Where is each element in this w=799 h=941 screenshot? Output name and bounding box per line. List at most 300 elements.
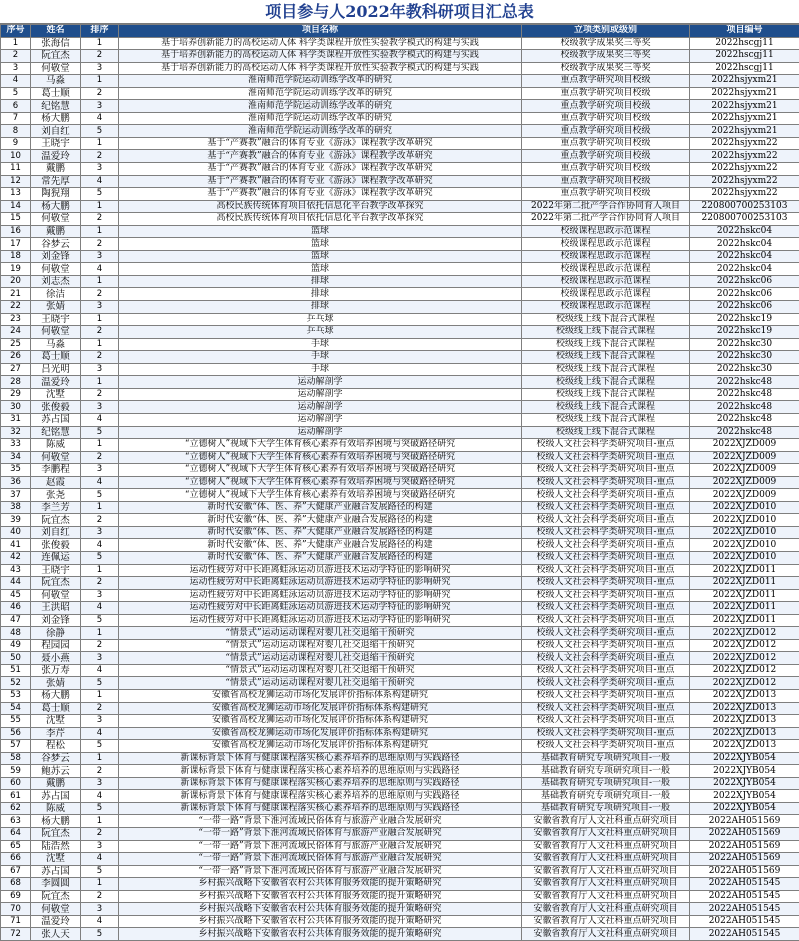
cell-project: 高校民族传统体育项目依托信息化平台教学改革探究 — [119, 200, 522, 213]
cell-index: 15 — [1, 213, 31, 226]
cell-order: 1 — [81, 37, 119, 50]
cell-name: 刘志杰 — [31, 275, 81, 288]
cell-name: 张俊毅 — [31, 401, 81, 414]
cell-code: 2022XJYB054 — [690, 802, 799, 815]
cell-category: 校级课程思政示范课程 — [522, 250, 690, 263]
cell-category: 校级人文社会科学类研究项目-重点 — [522, 702, 690, 715]
table-row — [1, 62, 799, 75]
cell-category: 校级线上线下混合式课程 — [522, 426, 690, 439]
table-row — [1, 664, 799, 677]
cell-order: 1 — [81, 689, 119, 702]
cell-project: 基于培养创新能力的高校运动人体 科学类课程开放性实验教学模式的构建与实践 — [119, 50, 522, 63]
table-row — [1, 250, 799, 263]
table-row — [1, 564, 799, 577]
cell-project: “一带一路”背景下淮河流域民俗体育与旅游产业融合发展研究 — [119, 853, 522, 866]
cell-index: 2 — [1, 50, 31, 63]
cell-code: 2022hscgj11 — [690, 62, 799, 75]
cell-project: 新课标背景下体育与健康课程落实核心素养培养的思维原则与实践路径 — [119, 752, 522, 765]
cell-project: 乡村振兴战略下安徽省农村公共体育服务效能的提升策略研究 — [119, 903, 522, 916]
cell-name: 王洪昭 — [31, 602, 81, 615]
cell-order: 2 — [81, 388, 119, 401]
cell-project: 淮南师范学院运动训练学改革的研究 — [119, 100, 522, 113]
table-row — [1, 163, 799, 176]
cell-name: 刘金锋 — [31, 250, 81, 263]
cell-project: “立德树人”视域下大学生体育核心素养有效培养困境与突破路径研究 — [119, 451, 522, 464]
cell-name: 张婧 — [31, 677, 81, 690]
cell-code: 2022hsjyxm22 — [690, 188, 799, 201]
cell-code: 2022AH051545 — [690, 915, 799, 928]
cell-category: 校级线上线下混合式课程 — [522, 388, 690, 401]
cell-order: 5 — [81, 551, 119, 564]
cell-name: 聂小燕 — [31, 652, 81, 665]
cell-order: 4 — [81, 263, 119, 276]
cell-order: 3 — [81, 715, 119, 728]
cell-name: 葛士顺 — [31, 351, 81, 364]
cell-name: 李兰芳 — [31, 501, 81, 514]
cell-project: 淮南师范学院运动训练学改革的研究 — [119, 125, 522, 138]
table-row — [1, 627, 799, 640]
cell-index: 54 — [1, 702, 31, 715]
cell-category: 校级课程思政示范课程 — [522, 225, 690, 238]
cell-project: 淮南师范学院运动训练学改革的研究 — [119, 87, 522, 100]
cell-name: 苏占国 — [31, 413, 81, 426]
table-row — [1, 853, 799, 866]
cell-order: 2 — [81, 639, 119, 652]
cell-index: 64 — [1, 828, 31, 841]
cell-index: 51 — [1, 664, 31, 677]
cell-index: 8 — [1, 125, 31, 138]
cell-code: 220800700253103 — [690, 200, 799, 213]
cell-project: “立德树人”视域下大学生体育核心素养有效培养困境与突破路径研究 — [119, 464, 522, 477]
cell-category: 重点教学研究项目校级 — [522, 188, 690, 201]
cell-category: 安徽省教育厅人文社科重点研究项目 — [522, 890, 690, 903]
cell-code: 2022XJZD009 — [690, 476, 799, 489]
cell-project: 排球 — [119, 288, 522, 301]
cell-code: 2022XJZD012 — [690, 677, 799, 690]
cell-project: “立德树人”视域下大学生体育核心素养有效培养困境与突破路径研究 — [119, 476, 522, 489]
summary-table — [0, 24, 799, 941]
cell-name: 苏占国 — [31, 865, 81, 878]
table-row — [1, 715, 799, 728]
cell-code: 2022hsjyxm21 — [690, 112, 799, 125]
cell-name: 沈墅 — [31, 853, 81, 866]
table-row — [1, 376, 799, 389]
cell-code: 220800700253103 — [690, 213, 799, 226]
cell-code: 2022hskc30 — [690, 363, 799, 376]
cell-project: 篮球 — [119, 263, 522, 276]
cell-order: 2 — [81, 514, 119, 527]
cell-category: 安徽省教育厅人文社科重点研究项目 — [522, 915, 690, 928]
table-row — [1, 802, 799, 815]
cell-project: 新课标背景下体育与健康课程落实核心素养培养的思维原则与实践路径 — [119, 777, 522, 790]
cell-project: “一带一路”背景下淮河流域民俗体育与旅游产业融合发展研究 — [119, 815, 522, 828]
cell-category: 校级人文社会科学类研究项目-重点 — [522, 727, 690, 740]
table-row — [1, 777, 799, 790]
cell-index: 72 — [1, 928, 31, 941]
cell-order: 1 — [81, 313, 119, 326]
cell-name: 温爱玲 — [31, 915, 81, 928]
cell-code: 2022XJZD012 — [690, 652, 799, 665]
cell-name: 赵霞 — [31, 476, 81, 489]
cell-index: 16 — [1, 225, 31, 238]
cell-name: 何敬堂 — [31, 326, 81, 339]
cell-index: 39 — [1, 514, 31, 527]
cell-order: 3 — [81, 62, 119, 75]
cell-order: 5 — [81, 614, 119, 627]
cell-code: 2022XJZD013 — [690, 740, 799, 753]
cell-name: 张海信 — [31, 37, 81, 50]
cell-order: 1 — [81, 338, 119, 351]
cell-index: 34 — [1, 451, 31, 464]
table-row — [1, 301, 799, 314]
cell-category: 校级教学成果奖三等奖 — [522, 62, 690, 75]
cell-order: 2 — [81, 238, 119, 251]
cell-category: 校级人文社会科学类研究项目-重点 — [522, 489, 690, 502]
cell-code: 2022XJZD013 — [690, 727, 799, 740]
cell-project: 乡村振兴战略下安徽省农村公共体育服务效能的提升策略研究 — [119, 915, 522, 928]
cell-name: 张俊毅 — [31, 539, 81, 552]
table-row — [1, 526, 799, 539]
cell-category: 校级人文社会科学类研究项目-重点 — [522, 652, 690, 665]
cell-code: 2022XJZD010 — [690, 501, 799, 514]
table-row — [1, 200, 799, 213]
cell-code: 2022XJYB054 — [690, 765, 799, 778]
cell-category: 重点教学研究项目校级 — [522, 150, 690, 163]
cell-order: 4 — [81, 539, 119, 552]
cell-order: 3 — [81, 652, 119, 665]
table-row — [1, 727, 799, 740]
table-row — [1, 125, 799, 138]
cell-index: 14 — [1, 200, 31, 213]
cell-name: 常先厚 — [31, 175, 81, 188]
cell-index: 36 — [1, 476, 31, 489]
cell-category: 校级人文社会科学类研究项目-重点 — [522, 476, 690, 489]
cell-category: 2022年第二批产学合作协同育人项目 — [522, 200, 690, 213]
cell-category: 重点教学研究项目校级 — [522, 175, 690, 188]
cell-project: 安徽省高校龙狮运动市场化发展评价指标体系构建研究 — [119, 689, 522, 702]
cell-name: 戴鹏 — [31, 777, 81, 790]
cell-category: 校级人文社会科学类研究项目-重点 — [522, 664, 690, 677]
cell-project: “一带一路”背景下淮河流域民俗体育与旅游产业融合发展研究 — [119, 840, 522, 853]
cell-order: 2 — [81, 702, 119, 715]
header-row — [1, 25, 799, 38]
cell-name: 陈威 — [31, 439, 81, 452]
table-row — [1, 790, 799, 803]
cell-category: 校级人文社会科学类研究项目-重点 — [522, 639, 690, 652]
cell-project: 基于“产赛教”融合的体育专业《游泳》课程教学改革研究 — [119, 188, 522, 201]
cell-code: 2022AH051569 — [690, 865, 799, 878]
cell-category: 安徽省教育厅人文社科重点研究项目 — [522, 840, 690, 853]
cell-index: 60 — [1, 777, 31, 790]
cell-name: 刘金锋 — [31, 614, 81, 627]
cell-order: 5 — [81, 865, 119, 878]
cell-category: 校级人文社会科学类研究项目-重点 — [522, 551, 690, 564]
table-row — [1, 100, 799, 113]
cell-category: 安徽省教育厅人文社科重点研究项目 — [522, 903, 690, 916]
cell-code: 2022XJZD011 — [690, 589, 799, 602]
cell-category: 重点教学研究项目校级 — [522, 112, 690, 125]
cell-code: 2022hskc04 — [690, 250, 799, 263]
cell-category: 校级人文社会科学类研究项目-重点 — [522, 627, 690, 640]
cell-index: 53 — [1, 689, 31, 702]
cell-name: 阮宜杰 — [31, 50, 81, 63]
cell-category: 校级人文社会科学类研究项目-重点 — [522, 602, 690, 615]
cell-category: 校级线上线下混合式课程 — [522, 338, 690, 351]
table-row — [1, 426, 799, 439]
cell-project: 运动性疲劳对中长距离蛙泳运动员游进技术运动学特征的影响研究 — [119, 564, 522, 577]
cell-name: 程园园 — [31, 639, 81, 652]
table-row — [1, 501, 799, 514]
cell-index: 32 — [1, 426, 31, 439]
cell-code: 2022hskc48 — [690, 413, 799, 426]
table-row — [1, 275, 799, 288]
cell-category: 基础教育研究专项研究项目-一般 — [522, 765, 690, 778]
cell-project: “立德树人”视域下大学生体育核心素养有效培养困境与突破路径研究 — [119, 489, 522, 502]
cell-code: 2022AH051545 — [690, 890, 799, 903]
cell-code: 2022hskc48 — [690, 376, 799, 389]
cell-name: 张人天 — [31, 928, 81, 941]
cell-order: 3 — [81, 401, 119, 414]
cell-category: 2022年第二批产学合作协同育人项目 — [522, 213, 690, 226]
cell-name: 沈墅 — [31, 715, 81, 728]
cell-index: 5 — [1, 87, 31, 100]
cell-index: 70 — [1, 903, 31, 916]
cell-index: 21 — [1, 288, 31, 301]
table-row — [1, 288, 799, 301]
table-row — [1, 489, 799, 502]
cell-index: 47 — [1, 614, 31, 627]
cell-project: “一带一路”背景下淮河流域民俗体育与旅游产业融合发展研究 — [119, 865, 522, 878]
cell-order: 2 — [81, 351, 119, 364]
cell-name: 纪铭慧 — [31, 426, 81, 439]
cell-category: 校级线上线下混合式课程 — [522, 401, 690, 414]
col-header-project: 项目名称 — [119, 25, 522, 38]
cell-category: 校级人文社会科学类研究项目-重点 — [522, 740, 690, 753]
cell-category: 安徽省教育厅人文社科重点研究项目 — [522, 865, 690, 878]
cell-category: 校级人文社会科学类研究项目-重点 — [522, 677, 690, 690]
cell-code: 2022XJZD009 — [690, 451, 799, 464]
table-row — [1, 614, 799, 627]
cell-category: 校级线上线下混合式课程 — [522, 376, 690, 389]
cell-order: 1 — [81, 627, 119, 640]
cell-index: 41 — [1, 539, 31, 552]
cell-order: 3 — [81, 464, 119, 477]
cell-order: 5 — [81, 125, 119, 138]
cell-order: 5 — [81, 802, 119, 815]
cell-project: 新课标背景下体育与健康课程落实核心素养培养的思维原则与实践路径 — [119, 790, 522, 803]
cell-name: 张婧 — [31, 301, 81, 314]
cell-name: 杨大鹏 — [31, 689, 81, 702]
cell-name: 张尧 — [31, 489, 81, 502]
cell-project: “情景式”运动运动课程对婴儿社交退缩干预研究 — [119, 639, 522, 652]
cell-name: 马淼 — [31, 338, 81, 351]
cell-project: “情景式”运动运动课程对婴儿社交退缩干预研究 — [119, 652, 522, 665]
col-header-order: 排序 — [81, 25, 119, 38]
table-row — [1, 313, 799, 326]
table-row — [1, 476, 799, 489]
cell-category: 安徽省教育厅人文社科重点研究项目 — [522, 815, 690, 828]
cell-project: 安徽省高校龙狮运动市场化发展评价指标体系构建研究 — [119, 702, 522, 715]
cell-code: 2022XJYB054 — [690, 777, 799, 790]
cell-order: 1 — [81, 564, 119, 577]
cell-name: 苏占国 — [31, 790, 81, 803]
cell-category: 校级线上线下混合式课程 — [522, 326, 690, 339]
cell-code: 2022hsjyxm22 — [690, 137, 799, 150]
table-row — [1, 539, 799, 552]
cell-order: 1 — [81, 275, 119, 288]
cell-project: 新时代安徽“体、医、养”大健康产业融合发展路径的构建 — [119, 551, 522, 564]
cell-project: 乒乓球 — [119, 326, 522, 339]
cell-project: 安徽省高校龙狮运动市场化发展评价指标体系构建研究 — [119, 740, 522, 753]
cell-project: 基于“产赛教”融合的体育专业《游泳》课程教学改革研究 — [119, 137, 522, 150]
cell-name: 纪铭慧 — [31, 100, 81, 113]
cell-category: 校级人文社会科学类研究项目-重点 — [522, 451, 690, 464]
cell-order: 2 — [81, 288, 119, 301]
table-row — [1, 602, 799, 615]
cell-code: 2022hsjyxm21 — [690, 87, 799, 100]
cell-category: 安徽省教育厅人文社科重点研究项目 — [522, 928, 690, 941]
cell-order: 3 — [81, 526, 119, 539]
cell-order: 2 — [81, 87, 119, 100]
table-row — [1, 175, 799, 188]
cell-index: 12 — [1, 175, 31, 188]
cell-index: 26 — [1, 351, 31, 364]
cell-category: 校级课程思政示范课程 — [522, 301, 690, 314]
cell-order: 1 — [81, 752, 119, 765]
cell-category: 校级教学成果奖三等奖 — [522, 50, 690, 63]
cell-project: 基于培养创新能力的高校运动人体 科学类课程开放性实验教学模式的构建与实践 — [119, 62, 522, 75]
cell-index: 65 — [1, 840, 31, 853]
cell-name: 葛士顺 — [31, 87, 81, 100]
cell-code: 2022hsjyxm21 — [690, 100, 799, 113]
cell-order: 3 — [81, 903, 119, 916]
cell-index: 38 — [1, 501, 31, 514]
cell-category: 校级线上线下混合式课程 — [522, 413, 690, 426]
table-row — [1, 865, 799, 878]
table-row — [1, 903, 799, 916]
cell-index: 29 — [1, 388, 31, 401]
table-row — [1, 589, 799, 602]
table-row — [1, 439, 799, 452]
cell-project: “情景式”运动运动课程对婴儿社交退缩干预研究 — [119, 664, 522, 677]
cell-name: 王晓宇 — [31, 313, 81, 326]
cell-name: 马淼 — [31, 75, 81, 88]
cell-order: 4 — [81, 602, 119, 615]
cell-name: 温爱玲 — [31, 376, 81, 389]
cell-code: 2022hskc30 — [690, 338, 799, 351]
cell-index: 20 — [1, 275, 31, 288]
cell-order: 4 — [81, 790, 119, 803]
cell-name: 王晓宇 — [31, 564, 81, 577]
cell-index: 44 — [1, 577, 31, 590]
cell-index: 1 — [1, 37, 31, 50]
cell-order: 1 — [81, 878, 119, 891]
cell-name: 刘自红 — [31, 526, 81, 539]
cell-order: 2 — [81, 150, 119, 163]
table-row — [1, 740, 799, 753]
cell-order: 5 — [81, 928, 119, 941]
table-row — [1, 338, 799, 351]
cell-name: 阮宜杰 — [31, 828, 81, 841]
cell-index: 10 — [1, 150, 31, 163]
cell-category: 校级人文社会科学类研究项目-重点 — [522, 689, 690, 702]
sheet-title: 项目参与人2022年教科研项目汇总表 — [0, 0, 799, 24]
table-row — [1, 351, 799, 364]
cell-project: 乒乓球 — [119, 313, 522, 326]
cell-project: “一带一路”背景下淮河流域民俗体育与旅游产业融合发展研究 — [119, 828, 522, 841]
cell-name: 张万寿 — [31, 664, 81, 677]
cell-name: 谷梦云 — [31, 752, 81, 765]
table-row — [1, 915, 799, 928]
table-row — [1, 238, 799, 251]
cell-project: 运动性疲劳对中长距离蛙泳运动员游进技术运动学特征的影响研究 — [119, 614, 522, 627]
cell-project: 淮南师范学院运动训练学改革的研究 — [119, 75, 522, 88]
cell-category: 重点教学研究项目校级 — [522, 125, 690, 138]
table-row — [1, 50, 799, 63]
cell-name: 阮宜杰 — [31, 890, 81, 903]
cell-name: 鲍苏云 — [31, 765, 81, 778]
cell-project: 运动性疲劳对中长距离蛙泳运动员游进技术运动学特征的影响研究 — [119, 602, 522, 615]
cell-index: 61 — [1, 790, 31, 803]
cell-code: 2022hsjyxm22 — [690, 175, 799, 188]
cell-category: 基础教育研究专项研究项目-一般 — [522, 802, 690, 815]
cell-index: 6 — [1, 100, 31, 113]
cell-index: 56 — [1, 727, 31, 740]
cell-code: 2022AH051545 — [690, 878, 799, 891]
cell-project: 运动解剖学 — [119, 413, 522, 426]
cell-index: 67 — [1, 865, 31, 878]
cell-name: 陈威 — [31, 802, 81, 815]
cell-order: 3 — [81, 777, 119, 790]
cell-code: 2022XJZD012 — [690, 639, 799, 652]
cell-order: 1 — [81, 225, 119, 238]
cell-order: 1 — [81, 75, 119, 88]
cell-category: 校级人文社会科学类研究项目-重点 — [522, 564, 690, 577]
cell-category: 校级人文社会科学类研究项目-重点 — [522, 577, 690, 590]
cell-code: 2022XJZD010 — [690, 551, 799, 564]
cell-category: 校级人文社会科学类研究项目-重点 — [522, 526, 690, 539]
cell-code: 2022XJYB054 — [690, 790, 799, 803]
cell-name: 刘自红 — [31, 125, 81, 138]
cell-code: 2022XJZD013 — [690, 702, 799, 715]
cell-index: 19 — [1, 263, 31, 276]
cell-order: 2 — [81, 50, 119, 63]
table-row — [1, 577, 799, 590]
cell-index: 40 — [1, 526, 31, 539]
cell-category: 重点教学研究项目校级 — [522, 163, 690, 176]
cell-category: 校级人文社会科学类研究项目-重点 — [522, 464, 690, 477]
cell-code: 2022AH051545 — [690, 928, 799, 941]
cell-project: 手球 — [119, 338, 522, 351]
cell-order: 5 — [81, 188, 119, 201]
table-row — [1, 815, 799, 828]
col-header-category: 立项类别或级别 — [522, 25, 690, 38]
cell-category: 基础教育研究专项研究项目-一般 — [522, 777, 690, 790]
cell-code: 2022hscgj11 — [690, 37, 799, 50]
cell-order: 2 — [81, 577, 119, 590]
cell-name: 阮宜杰 — [31, 577, 81, 590]
table-row — [1, 652, 799, 665]
cell-index: 69 — [1, 890, 31, 903]
cell-code: 2022AH051569 — [690, 853, 799, 866]
cell-order: 3 — [81, 250, 119, 263]
cell-index: 71 — [1, 915, 31, 928]
cell-project: 篮球 — [119, 238, 522, 251]
cell-code: 2022XJZD011 — [690, 614, 799, 627]
cell-order: 5 — [81, 489, 119, 502]
cell-order: 2 — [81, 326, 119, 339]
cell-category: 校级教学成果奖三等奖 — [522, 37, 690, 50]
